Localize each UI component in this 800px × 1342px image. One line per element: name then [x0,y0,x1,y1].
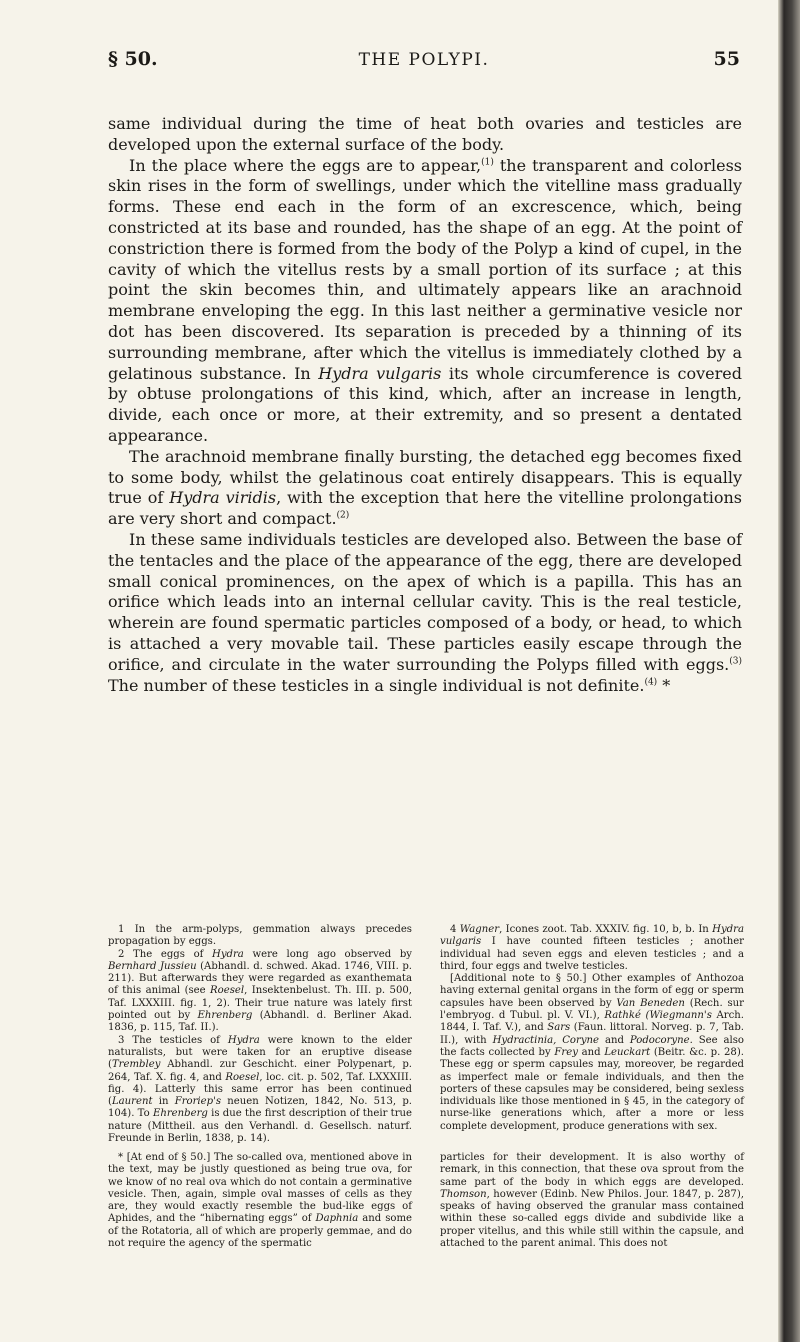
paragraph: In these same individuals testicles are developed also. Between the base of the tentacles and the place of the appearance of the egg, there are developed small conical prominences, on the apex of which is a papilla. This has an orifice which leads into an internal cellular cavity. This is the real testicle, wherein are found spermatic particles composed of a body, or head, to which is attached a very movable tail. These particles easily escape through the orifice, and circulate in the water surrounding the Polyps filled with eggs.$^{(3)}$ The number of these testicles in a single individual is not definite.$^{(4)}$ * [108,529,742,695]
footnote-4: 4 Wagner, Icones zoot. Tab. XXXIV. fig. 10, b, b. In Hydra vulgaris I have counted fifteen testicles ; another individual had seven eggs and eleven testicles ; and a third, four eggs and twelve testicles. [440,924,744,972]
page-number: 55 [713,48,740,70]
footnote-ref: (3) [729,656,742,667]
paragraph: In the place where the eggs are to appear,$^{(1)}$ the transparent and colorless skin rises in the form of swellings, under which the vitelline mass gradually forms. These end each in the form of an excrescence, which, being constricted at its base and rounded, has the shape of an egg. At the point of constriction there is formed from the body of the Polyp a kind of cupel, in the cavity of which the vitellus rests by a small portion of its surface ; at this point the skin becomes thin, and ultimately appears like an arachnoid membrane enveloping the egg. In this last neither a germinative vesicle nor dot has been discovered. Its separation is preceded by a thinning of its surrounding membrane, after which the vitellus is immediately clothed by a gelatinous substance. In Hydra vulgaris its whole circumference is covered by obtuse prolongations of this kind, which, after an increase in length, divide, each once or more, at their extremity, and so present a dentated appearance. [108,155,742,445]
footnote-ref: (4) [644,677,658,688]
footnote-additional: [Additional note to § 50.] Other examples of Anthozoa having external genital organs in the form of egg or sperm capsules have been observed by Van Beneden (Rech. sur l'embryog. d Tubul. pl. V. VI.), Rathké (Wiegmann's Arch. 1844, I. Taf. V.), and Sars (Faun. littoral. Norveg. p. 7, Tab. II.), with Hydractinia, Coryne and Podocoryne. See also the facts collected by Frey and Leuckart (Beitr. &c. p. 28). These egg or sperm capsules may, moreover, be regarded as imperfect male or female individuals, and then the porters of these capsules may be considered, being sexless individuals like those mentioned in § 45, in the category of nurse-like generations which, after a more or less complete development, produce generations with sex. [440,973,745,1132]
footnote-2: 2 The eggs of Hydra were long ago observed by Bernhard Jussieu (Abhandl. d. schwed. Akad. 1746, VIII. p. 211). But afterwards they were regarded as exanthemata of this animal (see Roesel, Insektenbelust. Th. III. p. 500, Taf. LXXXIII. fig. 1, 2). Their true nature was lately first pointed out by Ehrenberg (Abhandl. d. Berliner Akad. 1836, p. 115, Taf. II.). [108,948,412,1034]
footnotes-right [440,924,744,1133]
running-header [108,48,740,74]
section-number: § 50. [108,48,158,70]
footnote-1: 1 In the arm-polyps, gemmation always precedes propagation by eggs. [108,924,412,948]
running-title: THE POLYPI. [358,50,490,70]
translator-note: * [At end of § 50.] The so-called ova, mentioned above in the text, may be justly questioned as being true ova, for we know of no real ova which do not contain a germinative vesicle. Then, again, simple oval masses of cells as they are, they would exactly resemble the bud-like eggs of Aphides, and the “hibernating eggs” of Daphnia and some of the Rotatoria, all of which are properly gemmae, and do not require the agency of the spermatic [108,1152,412,1250]
main-text [108,114,742,696]
translator-note-right [440,1152,744,1250]
paragraph: The arachnoid membrane finally bursting, the detached egg becomes fixed to some body, whilst the gelatinous coat entirely disappears. This is equally true of Hydra viridis, with the exception that here the vitelline prolongations are very short and compact.$^{(2)}$ [108,446,743,529]
translator-note-left [108,1152,412,1250]
footnote-3: 3 The testicles of Hydra were known to the elder naturalists, but were taken for an eruptive disease (Trembley Abhandl. zur Geschicht. einer Polypenart, p. 264, Taf. X. fig. 4, and Roesel, loc. cit. p. 502, Taf. LXXXIII. fig. 4). Latterly this same error has been continued (Laurent in Froriep's neuen Notizen, 1842, No. 513, p. 104). To Ehrenberg is due the first description of their true nature (Mittheil. aus den Verhandl. d. Gesellsch. naturf. Freunde in Berlin, 1838, p. 14). [108,1034,413,1145]
page-binding-edge [778,0,800,1342]
footnotes-left [108,924,412,1145]
paragraph: same individual during the time of heat both ovaries and testicles are developed upon the external surface of the body. [108,114,742,154]
footnote-ref: (2) [336,510,350,521]
footnote-ref: (1) [481,157,494,168]
translator-note-continued: particles for their development. It is also worthy of remark, in this connection, that these ova sprout from the same part of the body in which eggs are developed. Thomson, however (Edinb. New Philos. Jour. 1847, p. 287), speaks of having observed the granular mass contained within these so-called eggs divide and subdivide like a proper vitellus, and this while still within the capsule, and attached to the parent animal. This does not [440,1152,744,1250]
